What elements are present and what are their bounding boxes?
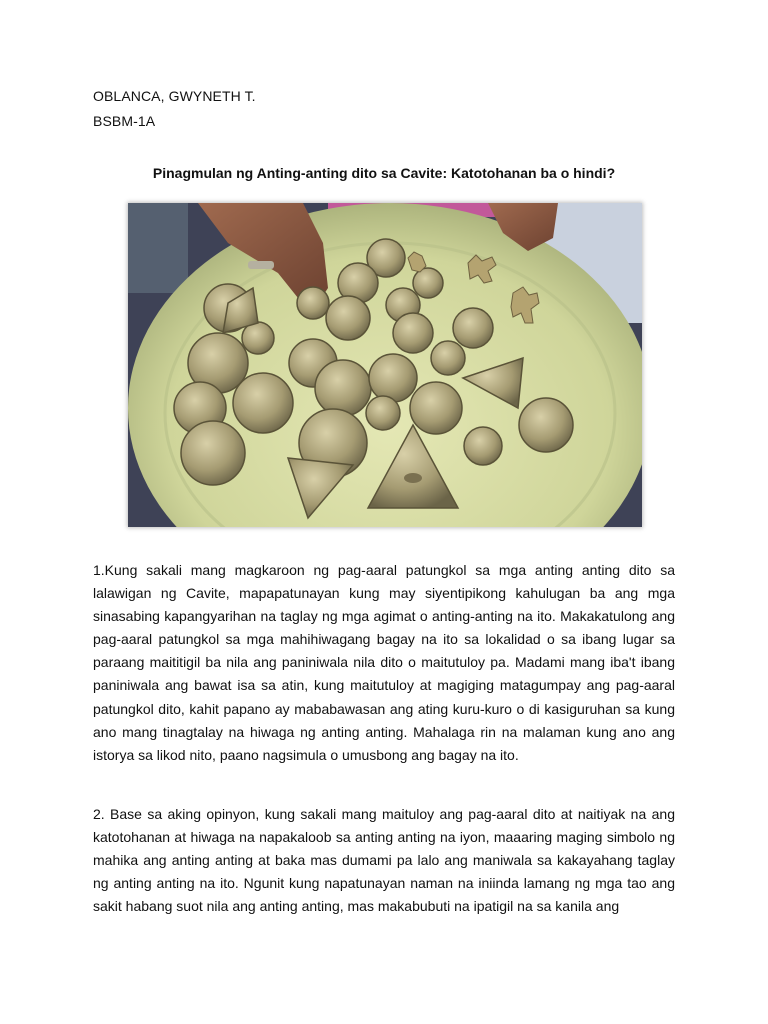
amulets-on-tray-photo [128,203,642,527]
author-name: OBLANCA, GWYNETH T. [93,88,256,104]
paragraph-1: 1.Kung sakali mang magkaroon ng pag-aaral patungkol sa mga anting anting dito sa lalawigan ng Cavite, mapapatunayan kung may siyentipikong kahulugan ba ang mga sinasabing kapangyarihan na taglay ng mga agimat o anting-anting na ito. Makakatulong ang pag-aaral patungkol sa mga mahihiwagang bagay na ito sa lokalidad o sa ibang lugar sa paraang maititigil ba nila ang paniniwala nila dito o maitutuloy pa. Madami mang iba't ibang paniniwala ang bawat isa sa atin, kung maitutuloy at magiging matagumpay ang pag-aaral patungkol dito, kahit papano ay mababawasan ang ating kuru-kuro o di kasiguruhan sa kung ano mang tinagtalay na hiwaga ng anting anting. Mahalaga rin na malaman kung ano ang istorya sa likod nito, paano nagsimula o umusbong ang bagay na ito. [93,562,675,763]
paragraph-2: 2. Base sa aking opinyon, kung sakali mang maituloy ang pag-aaral dito at naitiyak na ang katotohanan at hiwaga na napakaloob sa anting anting na iyon, maaaring maging simbolo ng mahika ang anting anting at baka mas dumami pa lalo ang maniwala sa kakayahang taglay ng anting anting na ito. Ngunit kung napatunayan naman na iniinda lamang ng mga tao ang sakit habang suot nila ang anting anting, mas makabubuti na ipatigil na sa kanila ang [93,806,675,915]
course-section: BSBM-1A [93,113,156,129]
document-title: Pinagmulan ng Anting-anting dito sa Cavite: Katotohanan ba o hindi? [152,165,616,181]
